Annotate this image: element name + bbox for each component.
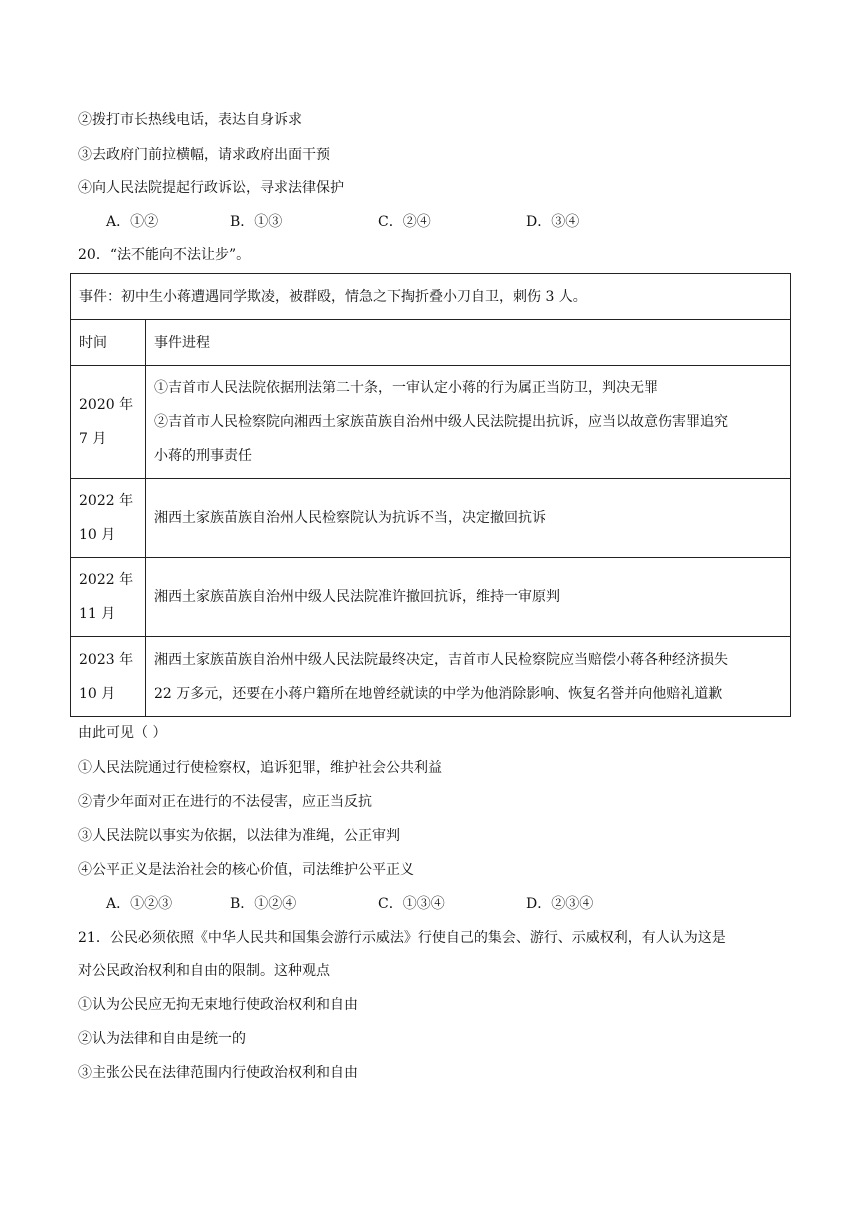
row-progress-2: 湘西土家族苗族自治州人民检察院认为抗诉不当，决定撤回抗诉 [146, 479, 791, 558]
header-time: 时间 [71, 320, 146, 366]
header-progress: 事件进程 [146, 320, 791, 366]
q19-option-3: ③去政府门前拉横幅，请求政府出面干预 [78, 147, 330, 163]
choice-b[interactable]: B．①③ [230, 214, 283, 230]
choice-b[interactable]: B．①②④ [230, 896, 297, 912]
q20-choices [106, 894, 593, 914]
row-time-4: 2023 年 10 月 [71, 637, 146, 717]
row-progress-1 [146, 366, 791, 479]
choice-a[interactable]: A．①② [106, 214, 159, 230]
event-cell: 事件：初中生小蒋遭遇同学欺凌，被群殴，情急之下掏折叠小刀自卫，刺伤 3 人。 [71, 274, 791, 320]
choice-d[interactable]: D．③④ [526, 214, 580, 230]
q21-option-1: ①认为公民应无拘无束地行使政治权利和自由 [78, 997, 358, 1013]
q20-option-3: ③人民法院以事实为依据，以法律为准绳，公正审判 [78, 828, 400, 844]
choice-a[interactable]: A．①②③ [106, 896, 173, 912]
row-time-2: 2022 年 10 月 [71, 479, 146, 558]
q21-option-3: ③主张公民在法律范围内行使政治权利和自由 [78, 1065, 358, 1081]
q21-stem-line-2: 对公民政治权利和自由的限制。这种观点 [78, 963, 330, 979]
row-progress-4-line-1: 湘西土家族苗族自治州中级人民法院最终决定，吉首市人民检察院应当赔偿小蒋各种经济损失 [154, 651, 728, 668]
row-progress-4-line-2: 22 万多元，还要在小蒋户籍所在地曾经就读的中学为他消除影响、恢复名誉并向他赔礼道歉 [154, 685, 723, 702]
q20-table [70, 273, 791, 717]
choice-c[interactable]: C．①③④ [378, 896, 445, 912]
row-progress-4 [146, 637, 791, 717]
row-time-1: 2020 年 7 月 [71, 366, 146, 479]
q20-conclusion: 由此可见（ ） [78, 725, 167, 741]
row-progress-1-line-3: 小蒋的刑事责任 [154, 448, 252, 464]
q19-option-2: ②拨打市长热线电话，表达自身诉求 [78, 112, 302, 128]
choice-d[interactable]: D．②③④ [526, 896, 594, 912]
choice-c[interactable]: C．②④ [378, 214, 431, 230]
q20-option-4: ④公平正义是法治社会的核心价值，司法维护公平正义 [78, 862, 414, 878]
q20-option-1: ①人民法院通过行使检察权，追诉犯罪，维护社会公共利益 [78, 760, 442, 776]
q21-stem-line-1: 21．公民必须依照《中华人民共和国集会游行示威法》行使自己的集会、游行、示威权利，有人认为这是 [78, 930, 726, 946]
row-progress-1-line-1: ①吉首市人民法院依据刑法第二十条，一审认定小蒋的行为属正当防卫，判决无罪 [154, 380, 658, 396]
q20-stem: 20．“法不能向不法让步”。 [78, 247, 251, 263]
q21-option-2: ②认为法律和自由是统一的 [78, 1031, 246, 1047]
row-time-3: 2022 年 11 月 [71, 558, 146, 637]
q19-choices [106, 212, 579, 232]
row-progress-1-line-2: ②吉首市人民检察院向湘西土家族苗族自治州中级人民法院提出抗诉，应当以故意伤害罪追究 [154, 414, 728, 430]
row-progress-3: 湘西土家族苗族自治州中级人民法院准许撤回抗诉，维持一审原判 [146, 558, 791, 637]
q20-option-2: ②青少年面对正在进行的不法侵害，应正当反抗 [78, 794, 372, 810]
q19-option-4: ④向人民法院提起行政诉讼，寻求法律保护 [78, 180, 344, 196]
